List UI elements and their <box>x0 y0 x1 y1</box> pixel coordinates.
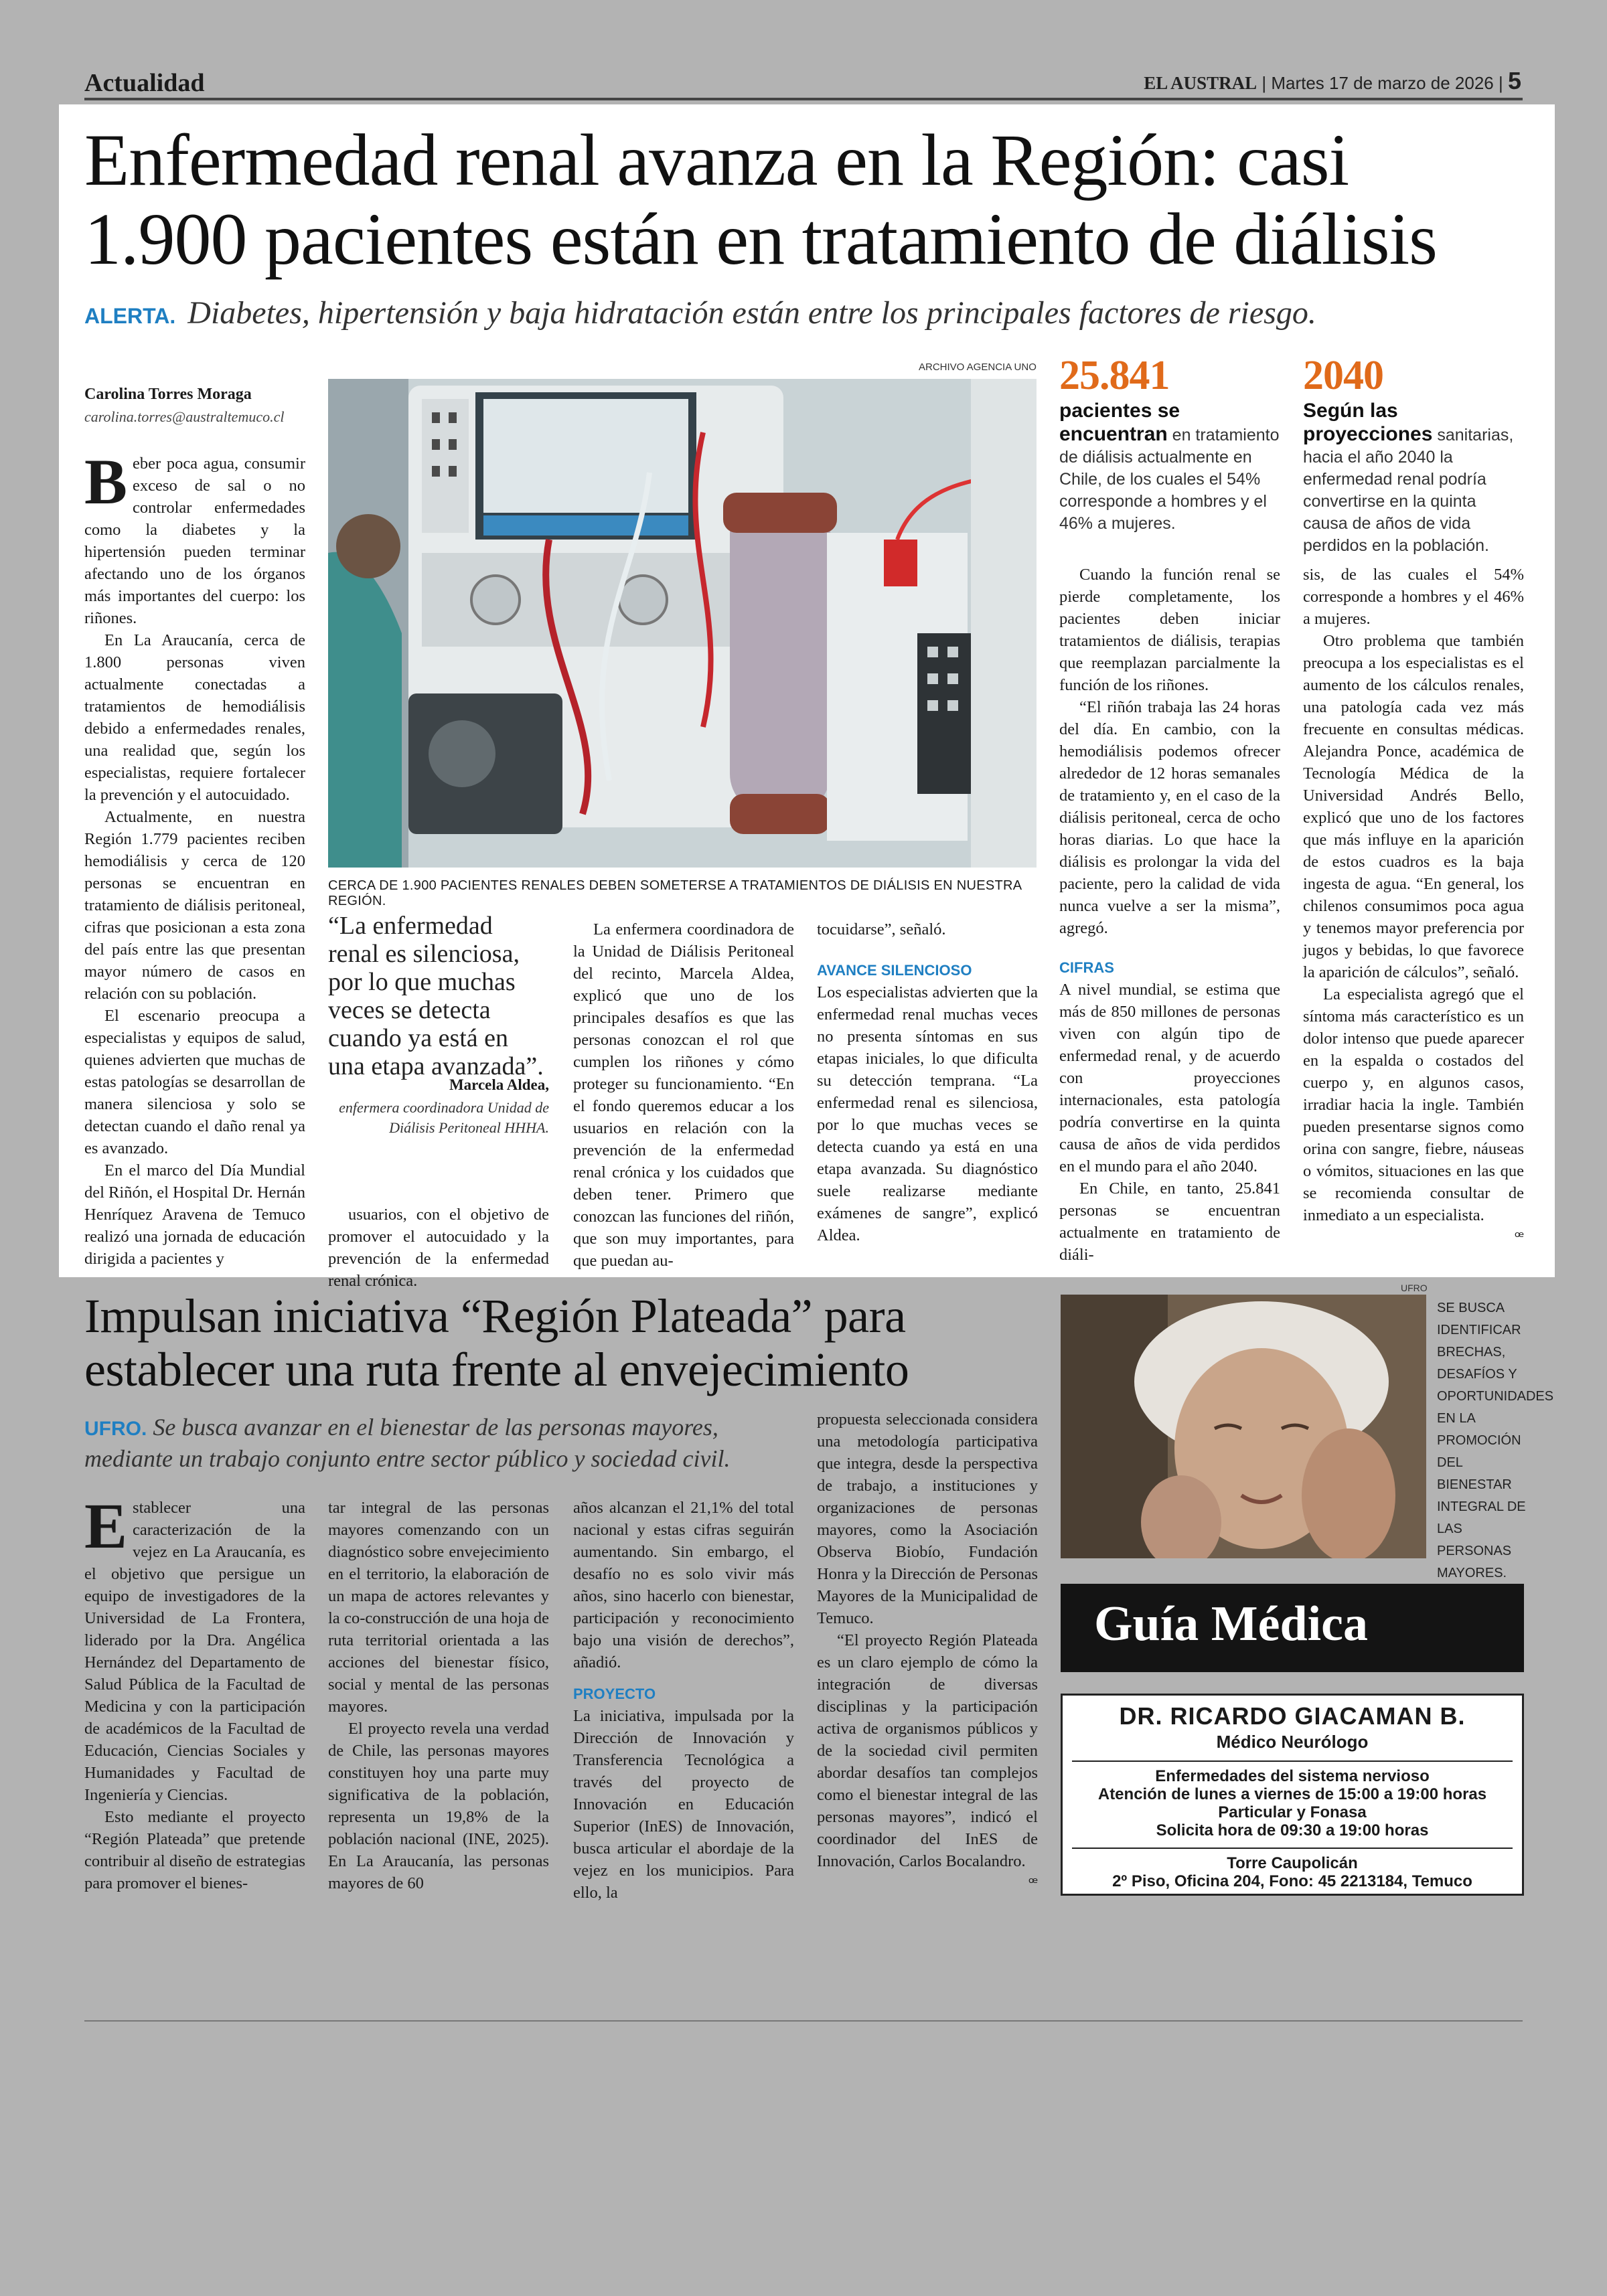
masthead <box>1144 67 1521 95</box>
photo-caption: CERCA DE 1.900 PACIENTES RENALES DEBEN SOMETERSE A TRATAMIENTOS DE DIÁLISIS EN NUESTRA REGIÓN. <box>328 878 1022 908</box>
header-rule <box>84 98 1523 100</box>
stat-box-2 <box>1303 352 1524 557</box>
author-email[interactable]: carolina.torres@australtemuco.cl <box>84 408 285 425</box>
dialysis-machine-photo <box>328 379 1037 868</box>
second-col-1: Establecer una caracterización de la vejez en La Araucanía, es el objetivo que persigue un equipo de investigadores de la Universidad de La Frontera, liderado por la Dra. Angélica Hernández del Departamento de Salud Pública de la Facultad de Medicina y con la participación de académicos de la Facultad de Educación, Ciencias Sociales y Humanidades y Facultad de Ingeniería y Ciencias. Esto mediante el proyecto “Región Plateada” que pretende contribuir al diseño de estrategias para promover el bienes- <box>84 1490 305 1892</box>
deck-text: Se busca avanzar en el bienestar de las personas mayores, mediante un trabajo conjunto entre sector público y sociedad civil. <box>84 1414 731 1472</box>
page-bottom-rule <box>84 2020 1523 2022</box>
deck-tag: UFRO. <box>84 1418 147 1440</box>
main-headline: Enfermedad renal avanza en la Región: casi 1.900 pacientes están en tratamiento de diálisis <box>84 119 1437 280</box>
end-mark-icon: ꟹ <box>1514 1229 1524 1246</box>
subhead-proyecto: PROYECTO <box>573 1686 656 1702</box>
elderly-woman-illustration <box>1061 1295 1426 1558</box>
doctor-name: DR. RICARDO GIACAMAN B. <box>1119 1702 1466 1730</box>
author-name: Carolina Torres Moraga <box>84 386 252 403</box>
second-deck <box>84 1412 781 1473</box>
photo-credit: UFRO <box>1401 1283 1428 1293</box>
stat-text: Según las proyecciones sanitarias, hacia el año 2040 la enfermedad renal podría convertirse en la quinta causa de años de vida perdidos en la población. <box>1303 400 1514 555</box>
guia-medica-banner: Guía Médica <box>1061 1584 1524 1672</box>
quote-author: Marcela Aldea, <box>449 1076 549 1093</box>
paper-name: EL AUSTRAL <box>1144 73 1257 93</box>
stat-box-1 <box>1059 352 1280 535</box>
main-col-3: La enfermera coordinadora de la Unidad de Diálisis Peritoneal del recinto, Marcela Aldea, explicó que uno de los principales desafíos es que las personas conozcan el rol que cumplen los riñones y cómo proteger su funcionamiento. “En el fondo queremos educar a los usuarios en relación con la prevención de la enfermedad renal crónica y los cuidados que deben tener. Primero que conozcan las funciones del riñón, que son muy importantes, para que puedan au- <box>573 920 794 1270</box>
stat-text: pacientes se encuentran en tratamiento de diálisis actualmente en Chile, de los cuales el 54% corresponde a hombres y el 46% a mujeres. <box>1059 400 1280 533</box>
main-deck <box>84 295 1316 331</box>
second-col-4: propuesta seleccionada considera una metodología participativa que integra, desde la perspectiva de trabajo, a instituciones y organizaciones de personas mayores, como la Asociación Observa Biobío, Fundación Honra y la Dirección de Personas Mayores de la Municipalidad de Temuco. “El proyecto Región Plateada es un claro ejemplo de cómo la integración de diversas disciplinas y la participación activa de organismos públicos y de la sociedad civil permiten abordar desafíos tan complejos como el bienestar integral de las personas mayores”, indicó el coordinador del InES de Innovación, Carlos Bocalandro. ꟹ <box>817 1408 1038 1894</box>
subhead-cifras: CIFRAS <box>1059 959 1114 976</box>
main-col-5: Cuando la función renal se pierde completamente, los pacientes deben iniciar tratamientos de diálisis, terapias que reemplazan parcialmente la función de los riñones. “El riñón trabaja las 24 horas del día. En cambio, con la hemodiálisis podemos ofrecer alrededor de 12 horas semanales de tratamiento y, en el caso de la diálisis peritoneal, cerca de ocho horas diarias. Lo que hace la diálisis es prolongar la vida del paciente, pero la calidad de vida nunca vuelve a ser la misma”, agregó. CIFRAS A nivel mundial, se estima que más de 850 millones de personas viven con algún tipo de enfermedad renal, y de acuerdo con proyecciones internacionales, esta patología podría convertirse en la quinta causa de años de vida perdidos en el mundo para el año 2040. En Chile, en tanto, 25.841 personas se encuentran actualmente en tratamiento de diáli- <box>1059 566 1280 1264</box>
photo-credit: ARCHIVO AGENCIA UNO <box>919 361 1037 373</box>
main-col-4: tocuidarse”, señaló. AVANCE SILENCIOSO Los especialistas advierten que la enfermedad renal muchas veces no presenta síntomas en sus etapas iniciales, lo que dificulta su detección temprana. “La enfermedad renal es silenciosa, por lo que muchas veces se detecta cuando ya está en una etapa avanzada. Su diagnóstico suele realizarse mediante exámenes de sangre”, explicó Aldea. <box>817 920 1038 1244</box>
main-col-1: Beber poca agua, consumir exceso de sal o no controlar enfermedades como la diabetes y la hipertensión pueden terminar afectando uno de los órganos más importantes del cuerpo: los riñones. En La Araucanía, cerca de 1.800 personas viven actualmente conectadas a tratamientos de hemodiálisis debido a enfermedades renales, una realidad que, según los especialistas, requiere fortalecer la prevención y el autocuidado. Actualmente, en nuestra Región 1.779 pacientes reciben hemodiálisis y cerca de 120 personas se encuentran en tratamiento de diálisis peritoneal, cifras que posicionan a esta zona del país entre las que presentan mayor número de casos en relación con su población. El escenario preocupa a especialistas y equipos de salud, quienes advierten que muchas de estas patologías se desarrollan de manera silenciosa y solo se detectan cuando el daño renal ya es avanzado. En el marco del Día Mundial del Riñón, el Hospital Dr. Hernán Henríquez Aravena de Temuco realizó una jornada de educación dirigida a pacientes y <box>84 446 306 1268</box>
issue-date: | Martes 17 de marzo de 2026 | <box>1261 73 1503 93</box>
second-col-3: años alcanzan el 21,1% del total nacional y estas cifras seguirán aumentando. Sin embargo, el desafío no es solo vivir más años, sino hacerlo con bienestar, participación y reconocimiento bajo una visión de derechos”, añadió. PROYECTO La iniciativa, impulsada por la Dirección de Innovación y Transferencia Tecnológica a través del proyecto de Innovación en Educación Superior (InES) de Innovación, busca articular el abordaje de la vejez en los municipios. Para ello, la <box>573 1499 794 1902</box>
main-col-6: sis, de las cuales el 54% corresponde a hombres y el 46% a mujeres. Otro problema que también preocupa a los especialistas es el aumento de los cálculos renales, una patología cada vez más frecuente en consultas médicas. Alejandra Ponce, académica de Tecnología Médica de la Universidad Andrés Bello, explicó que uno de los factores que más influye en la aparición de estos cuadros es la baja ingesta de agua. “En general, los chilenos consumimos poca agua y tenemos mayor preferencia por jugos y bebidas, lo que favorece la aparición de cálculos”, señaló. La especialista agregó que el síntoma más característico es un dolor intenso que puede aparecer en la espalda o costados del cuerpo y, en algunos casos, irradiar hacia la ingle. También pueden presentarse signos como orina con sangre, fiebre, náuseas o vómitos, situaciones en las que se recomienda consultar de inmediato a un especialista. ꟹ <box>1303 564 1524 1248</box>
deck-tag: ALERTA. <box>84 304 176 328</box>
ad-divider <box>1072 1760 1513 1762</box>
photo-side-caption: SE BUSCA IDENTIFICAR BRECHAS, DESAFÍOS Y OPORTUNIDADES EN LA PROMOCIÓN DEL BIENESTAR INTEGRAL DE LAS PERSONAS MAYORES. <box>1437 1301 1554 1580</box>
second-headline: Impulsan iniciativa “Región Plateada” para establecer una ruta frente al envejecimiento <box>84 1289 909 1396</box>
section-label: Actualidad <box>84 69 205 97</box>
pull-quote: “La enfermedad renal es silenciosa, por lo que muchas veces se detecta cuando ya está en una etapa avanzada”. <box>328 912 544 1080</box>
ad-divider <box>1072 1848 1513 1849</box>
second-col-2: tar integral de las personas mayores comenzando con un diagnóstico sobre envejecimiento en el territorio, la elaboración de un mapa de actores relevantes y la co-construcción de una hoja de ruta territorial orientada a las acciones del bienestar físico, social y mental de las personas mayores. El proyecto revela una verdad de Chile, las personas mayores constituyen hoy una parte muy significativa de la población, representa un 19,8% de la población nacional (INE, 2025). En La Araucanía, las personas mayores de 60 <box>328 1499 549 1892</box>
stat-number: 2040 <box>1303 353 1383 398</box>
dialysis-illustration <box>328 379 1037 868</box>
page-number: 5 <box>1507 67 1521 94</box>
dropcap: B <box>84 446 128 517</box>
stat-number: 25.841 <box>1059 353 1170 398</box>
elderly-woman-photo <box>1061 1295 1426 1558</box>
subhead-avance: AVANCE SILENCIOSO <box>817 962 972 979</box>
main-col-2: usuarios, con el objetivo de promover el autocuidado y la prevención de la enfermedad renal crónica. <box>328 1206 549 1290</box>
dropcap: E <box>84 1490 128 1562</box>
end-mark-icon: ꟹ <box>1028 1875 1038 1892</box>
doctor-specialty: Médico Neurólogo <box>1216 1732 1369 1752</box>
deck-text: Diabetes, hipertensión y baja hidratación están entre los principales factores de riesgo. <box>187 295 1316 331</box>
doctor-ad: DR. RICARDO GIACAMAN B. Médico Neurólogo Enfermedades del sistema nervioso Atención de lunes a viernes de 15:00 a 19:00 horas Particular y Fonasa Solicita hora de 09:30 a 19:00 horas Torre Caupolicán 2º Piso, Oficina 204, Fono: 45 2213184, Temuco <box>1061 1694 1524 1896</box>
quote-role: enfermera coordinadora Unidad de Diálisis Peritoneal HHHA. <box>339 1099 549 1136</box>
